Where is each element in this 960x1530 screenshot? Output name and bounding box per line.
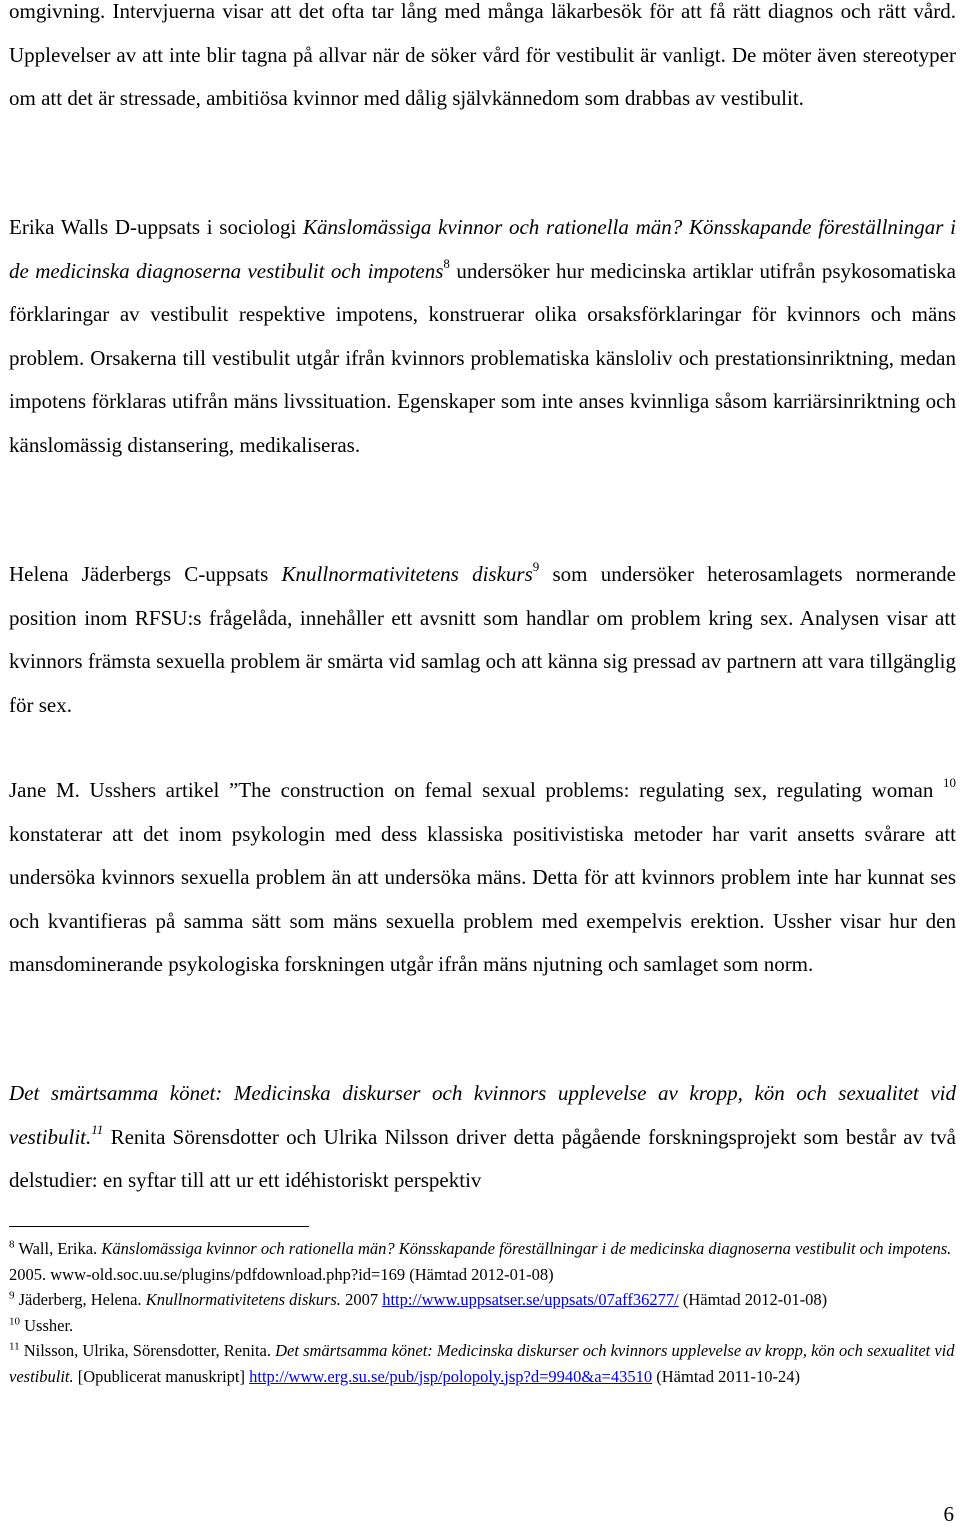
footnote-ref-9[interactable]: 9 [532,559,540,574]
paragraph-1 [9,0,956,121]
footnote-number: 8 [9,1238,15,1251]
footnote-9-lead: Jäderberg, Helena. [14,1290,146,1309]
footnote-11-rest: (Hämtad 2011-10-24) [652,1366,800,1386]
footnote-9-title: Knullnormativitetens diskurs. [145,1290,341,1309]
footnote-11-lead: Nilsson, Ulrika, Sörensdotter, Renita. [19,1341,276,1360]
footnote-8-lead: Wall, Erika. [14,1239,102,1258]
footnote-11 [9,1338,956,1389]
footnote-9 [9,1287,956,1313]
footnote-8 [9,1236,956,1287]
paragraph-4 [9,769,956,987]
footnote-ref-11[interactable] [91,1122,103,1137]
paragraph-2 [9,206,956,467]
footnote-ref-11-number: 11 [91,1121,104,1137]
footnote-8-title: Känslomässiga kvinnor och rationella män? Könsskapande föreställningar i de medicinska diagnoserna vestibulit och impotens. [101,1239,952,1258]
footnote-11-link[interactable]: http://www.erg.su.se/pub/jsp/polopoly.jsp?d=9940&a=43510 [249,1366,653,1386]
paragraph-2-title: Känslomässiga kvinnor och rationella män? Könsskapande föreställningar i de medicinska diagnoserna vestibulit och impotens [9,215,956,283]
paragraph-1-text: omgivning. Intervjuerna visar att det ofta tar lång med många läkarbesök för att få rätt diagnos och rätt vård. Upplevelser av att inte blir tagna på allvar när de söker vård för vestibulit är vanligt. De möter även stereotyper om att det är stressade, ambitiösa kvinnor med dålig självkännedom som drabbas av vestibulit. [9,0,956,110]
footnote-9-link[interactable]: http://www.uppsatser.se/uppsats/07aff36277/ [382,1290,679,1309]
footnote-10-lead: Ussher. [20,1315,74,1335]
paragraph-2-rest: undersöker hur medicinska artiklar utifrån psykosomatiska förklaringar av vestibulit respektive impotens, konstruerar olika orsaksförklaringar för kvinnors och mäns problem. Orsakerna till vestibulit utgår ifrån kvinnors problematiska känsloliv och prestationsinriktning, medan impotens förklaras utifrån mäns livssituation. Egenskaper som inte anses kvinnliga såsom karriärsinriktning och känslomässig distansering, medikaliseras. [9,258,957,457]
paragraph-5-title: Det smärtsamma könet: Medicinska diskurser och kvinnors upplevelse av kropp, kön och sexualitet vid vestibulit. [9,1081,956,1149]
footnote-separator [9,1226,309,1227]
footnote-number: 10 [9,1315,20,1327]
paragraph-2-lead: Erika Walls D-uppsats i sociologi [9,215,304,239]
footnote-11-mid: [Opublicerat manuskript] [73,1366,250,1386]
paragraph-3-lead: Helena Jäderbergs C-uppsats [9,562,282,586]
footnote-number: 9 [9,1289,15,1302]
paragraph-3 [9,553,956,727]
footnote-8-rest: 2005. www-old.soc.uu.se/plugins/pdfdownload.php?id=169 (Hämtad 2012-01-08) [9,1264,554,1284]
page-number: 6 [943,1502,954,1526]
footnote-9-rest: (Hämtad 2012-01-08) [678,1290,828,1309]
footnote-9-mid: 2007 [340,1290,383,1309]
footnote-10 [9,1313,956,1339]
paragraph-4-rest: konstaterar att det inom psykologin med dess klassiska positivistiska metoder har varit ansetts svårare att undersöka kvinnors sexuella problem än att undersöka mäns. Detta för att kvinnors problem inte har kunnat ses och kvantifieras på samma sätt som mäns sexuella problem med exempelvis erektion. Ussher visar hur den mansdominerande psykologiska forskningen utgår ifrån mäns njutning och samlaget som norm. [9,821,956,976]
paragraph-3-rest: som undersöker heterosamlagets normerande position inom RFSU:s frågelåda, innehåller ett avsnitt som handlar om problem kring sex. Analysen visar att kvinnors främsta sexuella problem är smärta vid samlag och att känna sig pressad av partnern att vara tillgänglig för sex. [9,562,956,717]
footnote-ref-10[interactable]: 10 [943,775,956,790]
paragraph-5-rest: Renita Sörensdotter och Ulrika Nilsson driver detta pågående forskningsprojekt som består av två delstudier: en syftar till att ur ett idéhistoriskt perspektiv [9,1124,956,1192]
footnote-11-title: Det smärtsamma könet: Medicinska diskurser och kvinnors upplevelse av kropp, kön och sexualitet vid vestibulit. [9,1341,955,1386]
paragraph-4-lead: Jane M. Usshers artikel ”The construction on femal sexual problems: regulating sex, regulating woman [9,778,943,802]
footnote-ref-8[interactable]: 8 [443,255,450,271]
footnote-number: 11 [9,1340,20,1353]
paragraph-5 [9,1072,956,1203]
paragraph-3-title: Knullnormativitetens diskurs [281,562,533,586]
footnotes [9,1236,956,1389]
